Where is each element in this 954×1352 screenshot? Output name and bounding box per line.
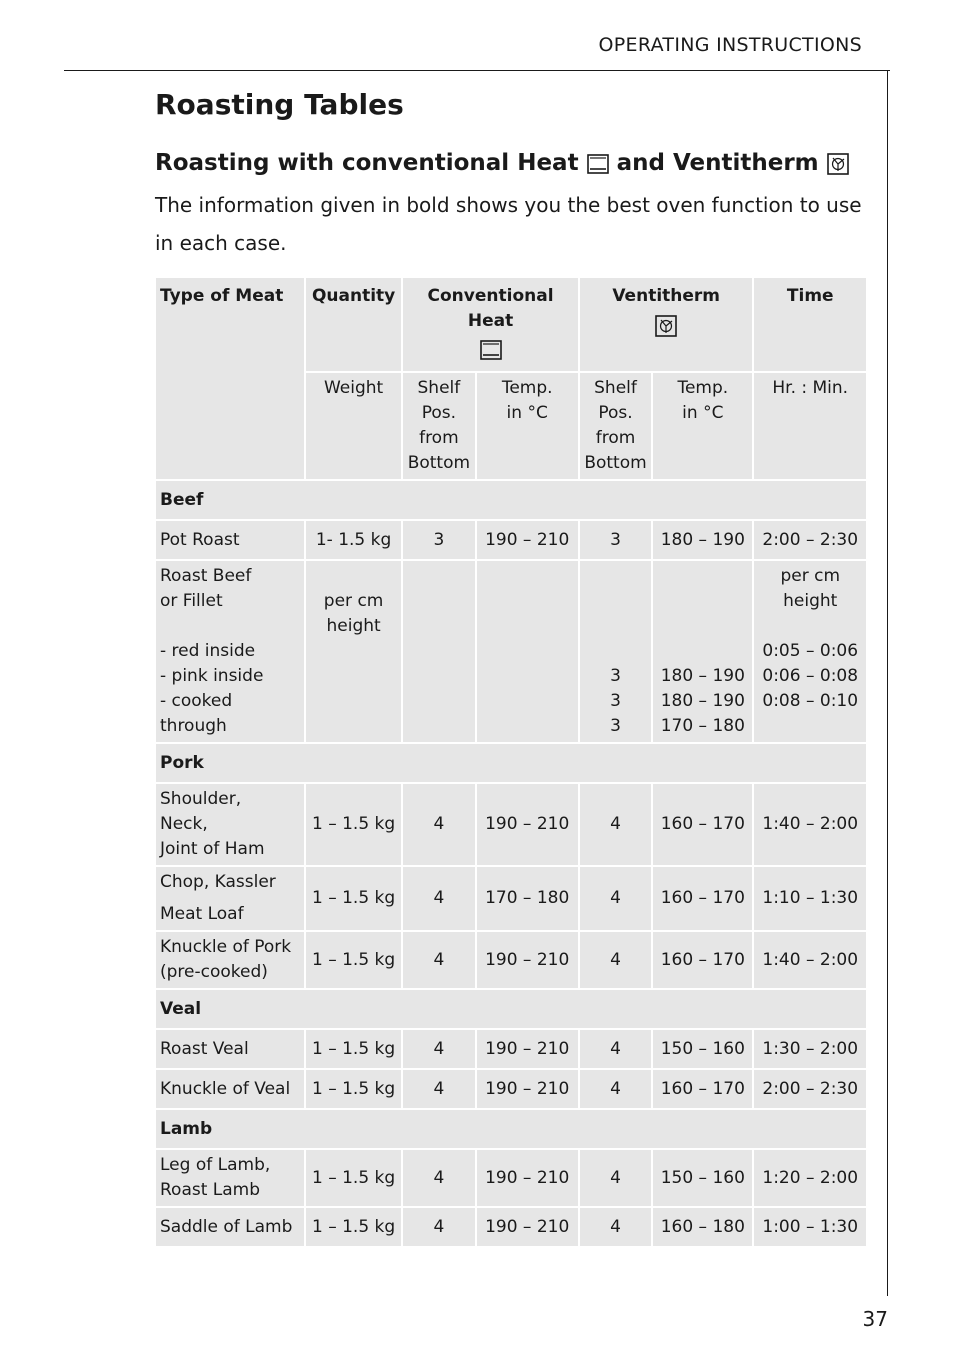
conv-temp-value: 190 – 210 — [477, 784, 578, 865]
weight-value: 1 – 1.5 kg — [306, 1030, 401, 1068]
section-heading-text-1: Roasting with conventional Heat — [155, 150, 579, 176]
vent-shelf-value: 4 — [580, 1030, 651, 1068]
conv-shelf-value: 4 — [403, 867, 474, 930]
conventional-heat-icon — [407, 340, 574, 368]
header-rule — [64, 70, 890, 71]
conv-temp-value-recommended: 190 – 210 — [477, 1030, 578, 1068]
section-row-pork — [156, 744, 866, 782]
time-list: 0:05 – 0:06 0:06 – 0:08 0:08 – 0:10 — [762, 641, 859, 711]
vent-temp-value: 150 – 160 — [653, 1150, 752, 1206]
section-heading-text-2: and Ventitherm — [616, 150, 819, 176]
conv-shelf-value: 4 — [403, 784, 474, 865]
subheader-vent-temp: Temp. in °C — [653, 373, 752, 479]
meat-name-line-2: Meat Loaf — [160, 904, 244, 924]
header-type-of-meat: Type of Meat — [156, 278, 304, 479]
header-conventional-label: Conventional Heat — [427, 286, 554, 331]
subheader-weight: Weight — [306, 373, 401, 479]
weight-value: 1 – 1.5 kg — [306, 784, 401, 865]
time-note: per cm height — [780, 566, 841, 611]
weight-value — [306, 561, 401, 742]
conv-shelf-value: 4 — [403, 1070, 474, 1108]
table-row — [156, 1030, 866, 1068]
section-label-veal: Veal — [156, 990, 866, 1028]
running-header: OPERATING INSTRUCTIONS — [598, 34, 862, 56]
vent-shelf-value: 4 — [580, 932, 651, 988]
table-row — [156, 784, 866, 865]
vent-temp-value — [653, 561, 752, 742]
table-row — [156, 1070, 866, 1108]
section-row-lamb — [156, 1110, 866, 1148]
page-number: 37 — [862, 1307, 888, 1331]
subheader-vent-shelf: Shelf Pos. from Bottom — [580, 373, 651, 479]
vent-shelf-value: 4 — [580, 867, 651, 930]
time-value — [754, 561, 866, 742]
weight-value: 1 – 1.5 kg — [306, 1208, 401, 1246]
table-row — [156, 1150, 866, 1206]
section-label-lamb: Lamb — [156, 1110, 866, 1148]
side-rule — [887, 70, 888, 1296]
meat-name — [156, 867, 304, 930]
table-row — [156, 932, 866, 988]
section-label-beef: Beef — [156, 481, 866, 519]
subheader-conv-shelf: Shelf Pos. from Bottom — [403, 373, 474, 479]
doneness-list: - red inside - pink inside - cooked through — [160, 641, 264, 736]
section-row-veal — [156, 990, 866, 1028]
meat-name: Pot Roast — [156, 521, 304, 559]
conv-temp-value: 190 – 210 — [477, 1208, 578, 1246]
weight-value: 1 – 1.5 kg — [306, 932, 401, 988]
conv-temp-value — [477, 561, 578, 742]
header-ventitherm — [580, 278, 753, 371]
time-value: 1:30 – 2:00 — [754, 1030, 866, 1068]
vent-shelf-value — [580, 561, 651, 742]
header-ventitherm-label: Ventitherm — [612, 286, 720, 306]
meat-name-main: Roast Beef or Fillet — [160, 566, 252, 611]
section-row-beef — [156, 481, 866, 519]
conv-temp-value: 190 – 210 — [477, 1070, 578, 1108]
vent-temp-value: 160 – 170 — [653, 932, 752, 988]
subheader-time: Hr. : Min. — [754, 373, 866, 479]
weight-value: 1- 1.5 kg — [306, 521, 401, 559]
header-quantity: Quantity — [306, 278, 401, 371]
weight-value: 1 – 1.5 kg — [306, 867, 401, 930]
table-header-row — [156, 278, 866, 371]
vent-shelf-value: 4 — [580, 1150, 651, 1206]
ventitherm-fan-icon — [827, 153, 849, 175]
vent-shelf-value: 4 — [580, 784, 651, 865]
vent-shelf-value: 3 — [580, 521, 651, 559]
header-time: Time — [754, 278, 866, 371]
time-value: 1:10 – 1:30 — [754, 867, 866, 930]
section-label-pork: Pork — [156, 744, 866, 782]
weight-value: 1 – 1.5 kg — [306, 1150, 401, 1206]
vent-temp-value: 150 – 160 — [653, 1030, 752, 1068]
vent-temp-value: 180 – 190 — [653, 521, 752, 559]
weight-value: 1 – 1.5 kg — [306, 1070, 401, 1108]
time-value: 1:40 – 2:00 — [754, 932, 866, 988]
vent-shelf-value: 4 — [580, 1208, 651, 1246]
header-conventional — [403, 278, 578, 371]
conv-temp-value: 190 – 210 — [477, 521, 578, 559]
conv-shelf-value: 3 — [403, 521, 474, 559]
table-row — [156, 561, 866, 742]
conventional-heat-icon — [587, 154, 609, 174]
intro-text: The information given in bold shows you the best oven function to use in each case. — [155, 193, 862, 255]
table-row — [156, 1208, 866, 1246]
conv-temp-value: 190 – 210 — [477, 932, 578, 988]
time-value: 2:00 – 2:30 — [754, 521, 866, 559]
time-value: 2:00 – 2:30 — [754, 1070, 866, 1108]
table-row — [156, 867, 866, 930]
table-row — [156, 521, 866, 559]
conv-shelf-value: 4 — [403, 1030, 474, 1068]
time-value: 1:40 – 2:00 — [754, 784, 866, 865]
conv-temp-value: 190 – 210 — [477, 1150, 578, 1206]
vent-temp-value: 160 – 170 — [653, 867, 752, 930]
meat-name: Leg of Lamb, Roast Lamb — [156, 1150, 304, 1206]
meat-name: Knuckle of Veal — [156, 1070, 304, 1108]
time-value: 1:20 – 2:00 — [754, 1150, 866, 1206]
conv-shelf-value — [403, 561, 474, 742]
meat-name: Shoulder, Neck, Joint of Ham — [156, 784, 304, 865]
conv-shelf-value: 4 — [403, 1208, 474, 1246]
page-title: Roasting Tables — [155, 88, 404, 121]
meat-name: Roast Veal — [156, 1030, 304, 1068]
meat-name: Saddle of Lamb — [156, 1208, 304, 1246]
weight-note: per cm height — [323, 591, 384, 636]
meat-name: Knuckle of Pork (pre-cooked) — [156, 932, 304, 988]
conv-temp-value: 170 – 180 — [477, 867, 578, 930]
vent-temp-value: 160 – 170 — [653, 1070, 752, 1108]
vent-temp-value: 160 – 180 — [653, 1208, 752, 1246]
vent-temp-list: 180 – 190 180 – 190 170 – 180 — [660, 666, 745, 736]
time-value: 1:00 – 1:30 — [754, 1208, 866, 1246]
conv-shelf-value: 4 — [403, 932, 474, 988]
conv-shelf-value: 4 — [403, 1150, 474, 1206]
meat-name — [156, 561, 304, 742]
vent-shelf-list: 3 3 3 — [610, 666, 621, 736]
subheader-conv-temp: Temp. in °C — [477, 373, 578, 479]
roasting-table — [154, 276, 868, 1248]
meat-name-line-1: Chop, Kassler — [160, 872, 276, 892]
vent-shelf-value: 4 — [580, 1070, 651, 1108]
vent-temp-value: 160 – 170 — [653, 784, 752, 865]
ventitherm-fan-icon — [584, 315, 749, 345]
section-heading — [155, 150, 849, 176]
